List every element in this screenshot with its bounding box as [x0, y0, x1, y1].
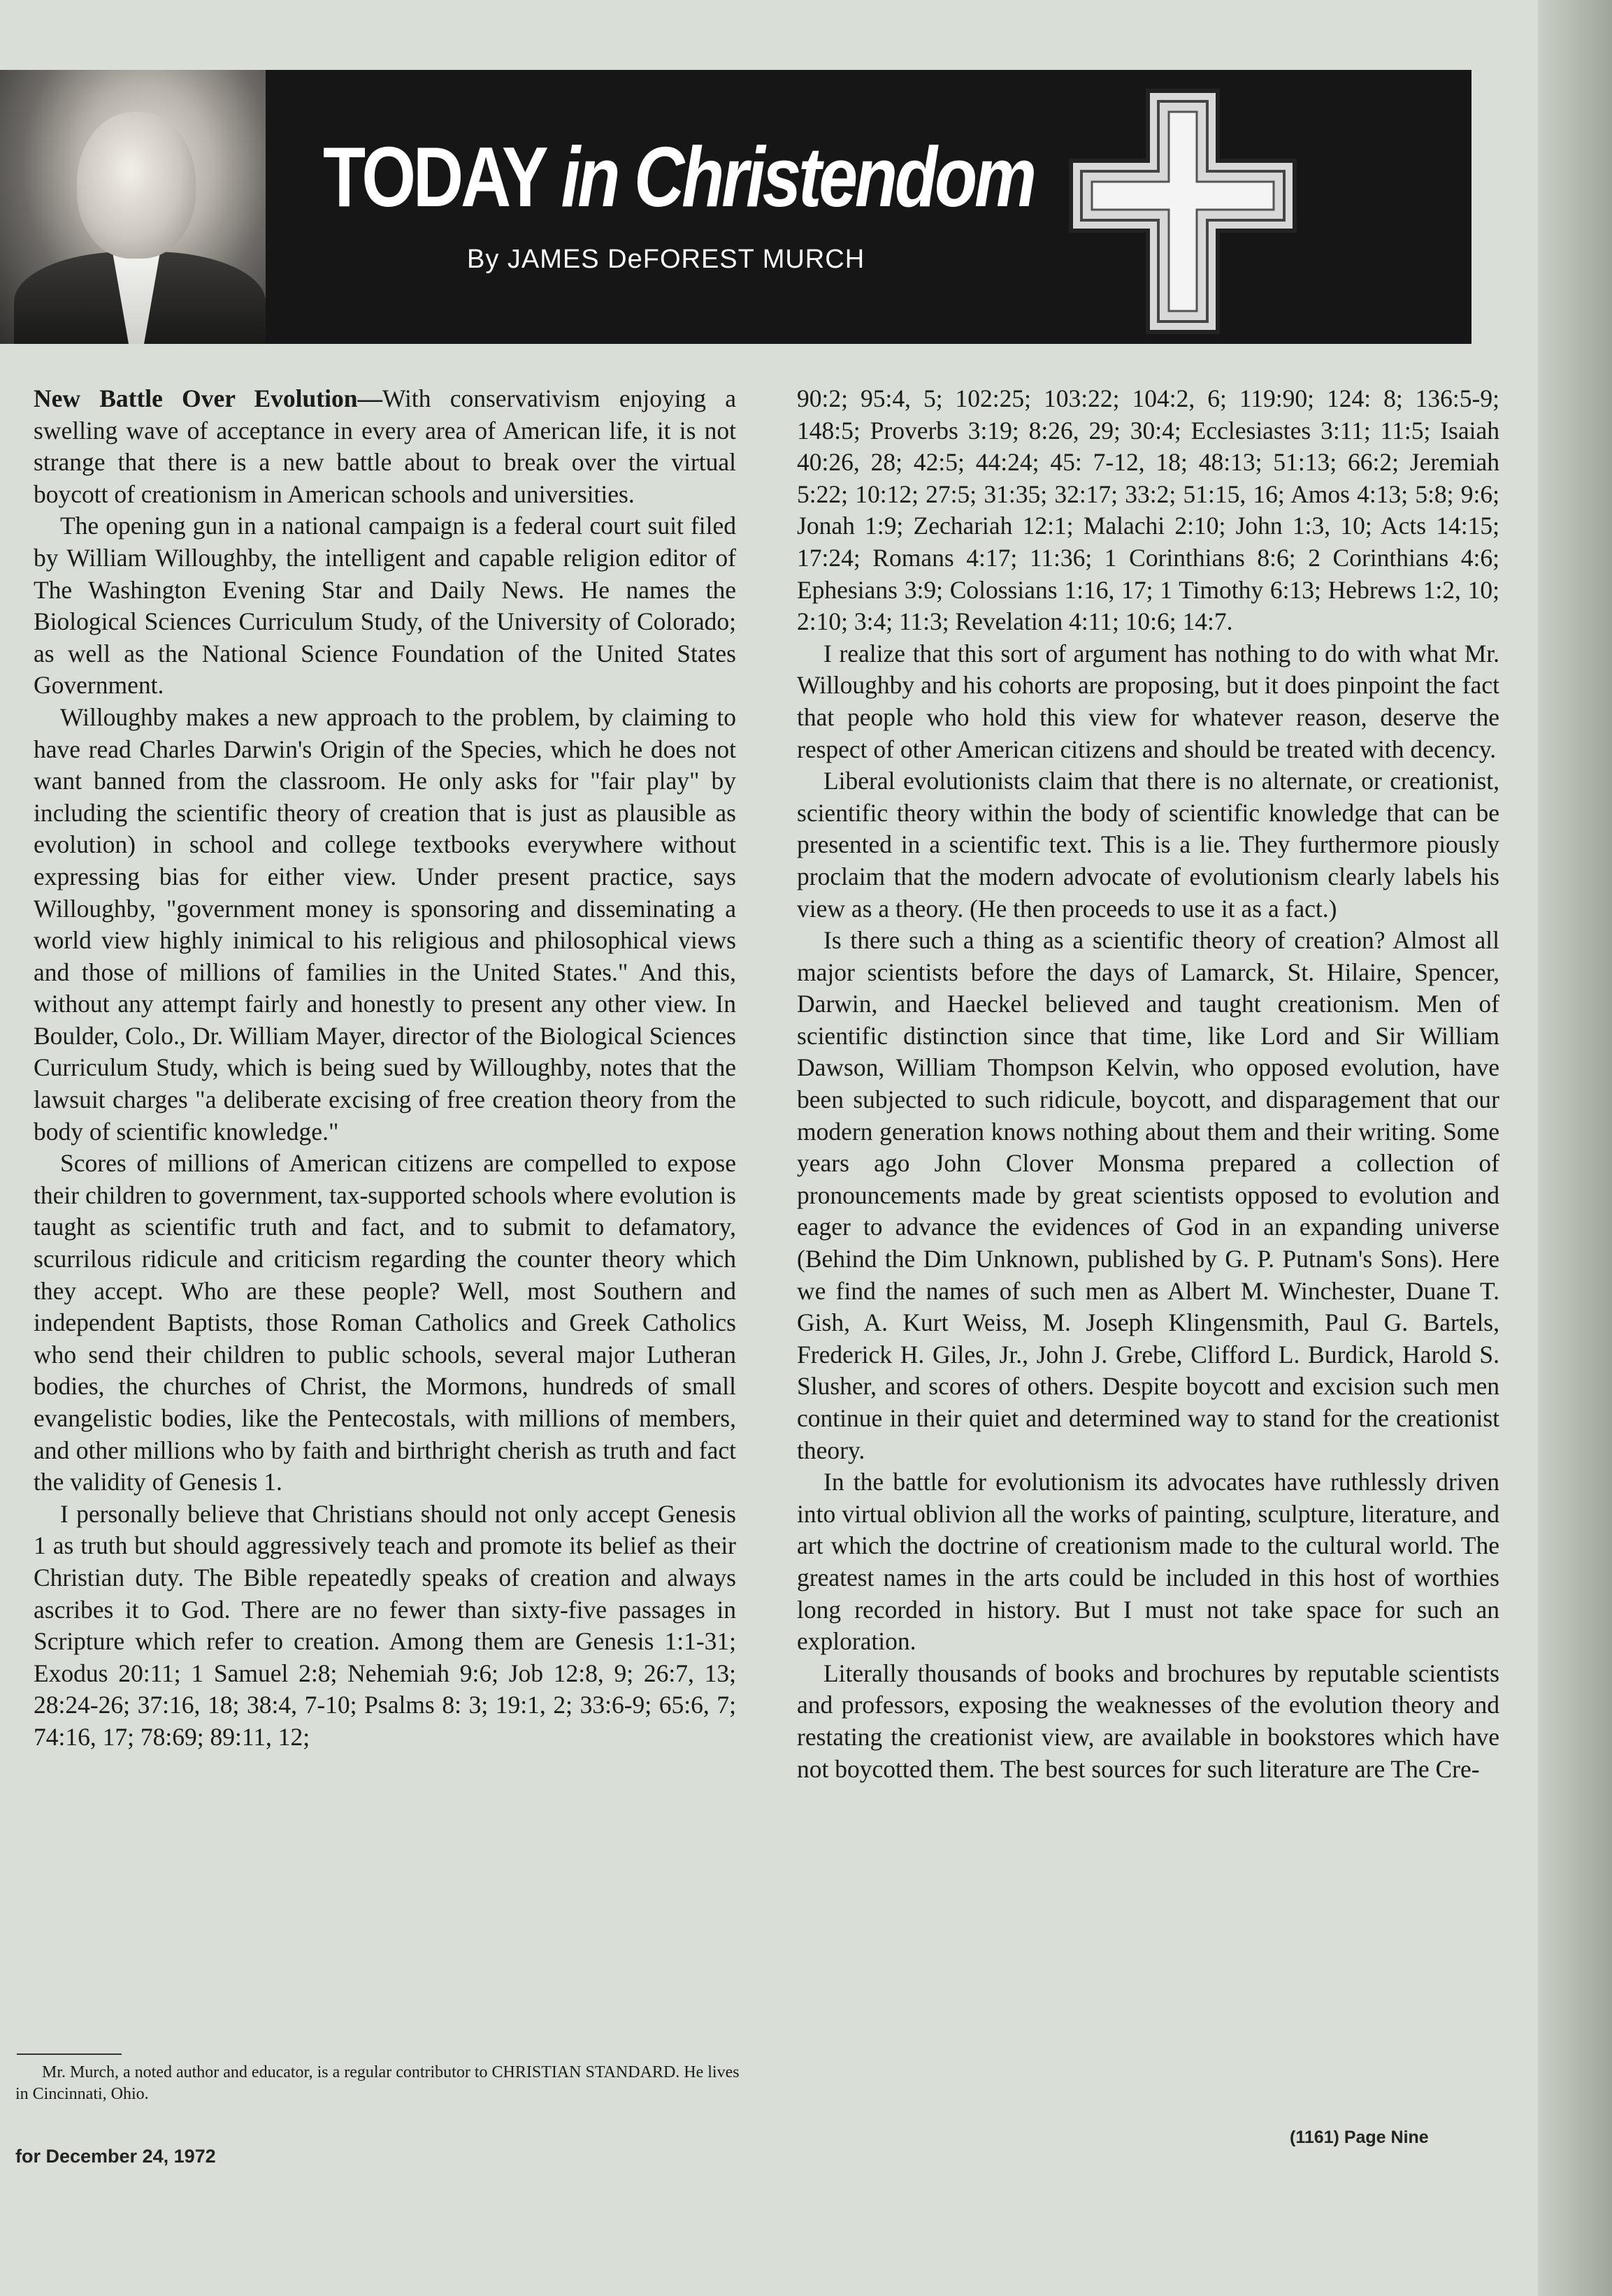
paragraph: Willoughby makes a new approach to the problem, by claiming to have read Charles Darwin's Origin of the Species, which he does not want banned from the classroom. He only asks for "fair play" by including the scientific theory of creation that is just as plausible as evolution) in school and college textbooks everywhere without expressing bias for either view. Under present practice, says Willoughby, "government money is sponsoring and disseminating a world view highly inimical to his religious and philosophical views and those of millions of families in the United States." And this, without any attempt fairly and honestly to present any other view. In Boulder, Colo., Dr. William Mayer, director of the Biological Sciences Curriculum Study, which is being sued by Willoughby, notes that the lawsuit charges "a deliberate excising of free creation theory from the body of scientific knowledge."	[34, 702, 736, 1146]
paragraph: I realize that this sort of argument has nothing to do with what Mr. Willoughby and his cohorts are proposing, but it does pinpoint the fact that people who hold this view for whatever reason, deserve the respect of other American citizens and should be treated with decency.	[797, 639, 1499, 763]
author-footnote: Mr. Murch, a noted author and educator, is a regular contributor to CHRISTIAN STANDARD. He lives in Cincinnati, Ohio.	[15, 2063, 740, 2103]
paragraph: Scores of millions of American citizens are compelled to expose their children to government, tax-supported schools where evolution is taught as scientific truth and fact, and to submit to defamatory, scurrilous ridicule and criticism regarding the counter theory which they accept. Who are these people? Well, most Southern and independent Baptists, those Roman Catholics and Greek Catholics who send their children to public schools, several major Lutheran bodies, the churches of Christ, the Mormons, hundreds of small evangelistic bodies, like the Pentecostals, with millions of members, and other millions who by faith and birthright cherish as truth and fact the validity of Genesis 1.	[34, 1149, 736, 1496]
article-column-left	[34, 383, 736, 1754]
title-bold: TODAY	[323, 129, 545, 224]
cross-icon	[1057, 84, 1309, 335]
article-column-right	[797, 383, 1499, 1785]
column-title	[323, 129, 1034, 224]
paragraph: In the battle for evolutionism its advocates have ruthlessly driven into virtual oblivion all the works of painting, sculpture, literature, and art which the doctrine of creationism made to the cultural world. The greatest names in the arts could be included in this host of worthies long recorded in history. But I must not take space for such an exploration.	[797, 1468, 1499, 1656]
title-italic: in Christendom	[561, 129, 1034, 224]
paragraph: Literally thousands of books and brochures by reputable scientists and professors, exposing the weaknesses of the evolution theory and restating the creationist view, are available in bookstores which have not boycotted them. The best sources for such literature are The Cre-	[797, 1659, 1499, 1783]
header-banner	[0, 70, 1471, 344]
paragraph-text: With conservativism enjoying a swelling wave of acceptance in every area of American life, it is not strange that there is a new battle about to break over the virtual boycott of creationism in American schools and universities.	[34, 384, 736, 508]
paragraph: The opening gun in a national campaign is a federal court suit filed by William Willoughby, the intelligent and capable religion editor of The Washington Evening Star and Daily News. He names the Biological Sciences Curriculum Study, of the University of Colorado; as well as the National Science Foundation of the United States Government.	[34, 512, 736, 700]
paragraph	[34, 383, 736, 510]
page-edge-shadow	[1538, 0, 1612, 2296]
author-portrait-photo	[0, 70, 266, 344]
section-lead-in: New Battle Over Evolution—	[34, 384, 382, 412]
issue-date: for December 24, 1972	[15, 2146, 216, 2167]
page-number: (1161) Page Nine	[1290, 2128, 1429, 2147]
paragraph: I personally believe that Christians should not only accept Genesis 1 as truth but should aggressively teach and promote its belief as their Christian duty. The Bible repeatedly speaks of creation and always ascribes it to God. There are no fewer than sixty-five passages in Scripture which refer to creation. Among them are Genesis 1:1-31; Exodus 20:11; 1 Samuel 2:8; Nehemiah 9:6; Job 12:8, 9; 26:7, 13; 28:24-26; 37:16, 18; 38:4, 7-10; Psalms 8: 3; 19:1, 2; 33:6-9; 65:6, 7; 74:16, 17; 78:69; 89:11, 12;	[34, 1499, 736, 1751]
footnote-divider	[17, 2053, 122, 2055]
paragraph: Is there such a thing as a scientific theory of creation? Almost all major scientists before the days of Lamarck, St. Hilaire, Spencer, Darwin, and Haeckel believed and taught creationism. Men of scientific distinction since that time, like Lord and Sir William Dawson, William Thompson Kelvin, who opposed evolution, have been subjected to such ridicule, boycott, and disparagement that our modern generation knows nothing about them and their writing. Some years ago John Clover Monsma prepared a collection of pronouncements made by great scientists opposed to evolution and eager to advance the evidences of God in an expanding universe (Behind the Dim Unknown, published by G. P. Putnam's Sons). Here we find the names of such men as Albert M. Winchester, Duane T. Gish, A. Kurt Weiss, M. Joseph Klingensmith, Paul G. Bartels, Frederick H. Giles, Jr., John J. Grebe, Clifford L. Burdick, Harold S. Slusher, and scores of others. Despite boycott and excision such men continue in their quiet and determined way to stand for the creationist theory.	[797, 926, 1499, 1464]
paragraph: Liberal evolutionists claim that there is no alternate, or creationist, scientific theory within the body of scientific knowledge that can be presented in a scientific text. This is a lie. They furthermore piously proclaim that the modern advocate of evolutionism clearly labels his view as a theory. (He then proceeds to use it as a fact.)	[797, 767, 1499, 923]
paragraph: 90:2; 95:4, 5; 102:25; 103:22; 104:2, 6; 119:90; 124: 8; 136:5-9; 148:5; Proverbs 3:19; 8:26, 29; 30:4; Ecclesiastes 3:11; 11:5; Isaiah 40:26, 28; 42:5; 44:24; 45: 7-12, 18; 48:13; 51:13; 66:2; Jeremiah 5:22; 10:12; 27:5; 31:35; 32:17; 33:2; 51:15, 16; Amos 4:13; 5:8; 9:6; Jonah 1:9; Zechariah 12:1; Malachi 2:10; John 1:3, 10; Acts 14:15; 17:24; Romans 4:17; 11:36; 1 Corinthians 8:6; 2 Corinthians 4:6; Ephesians 3:9; Colossians 1:16, 17; 1 Timothy 6:13; Hebrews 1:2, 10; 2:10; 3:4; 11:3; Revelation 4:11; 10:6; 14:7.	[797, 384, 1499, 636]
byline: By JAMES DeFOREST MURCH	[467, 245, 865, 274]
